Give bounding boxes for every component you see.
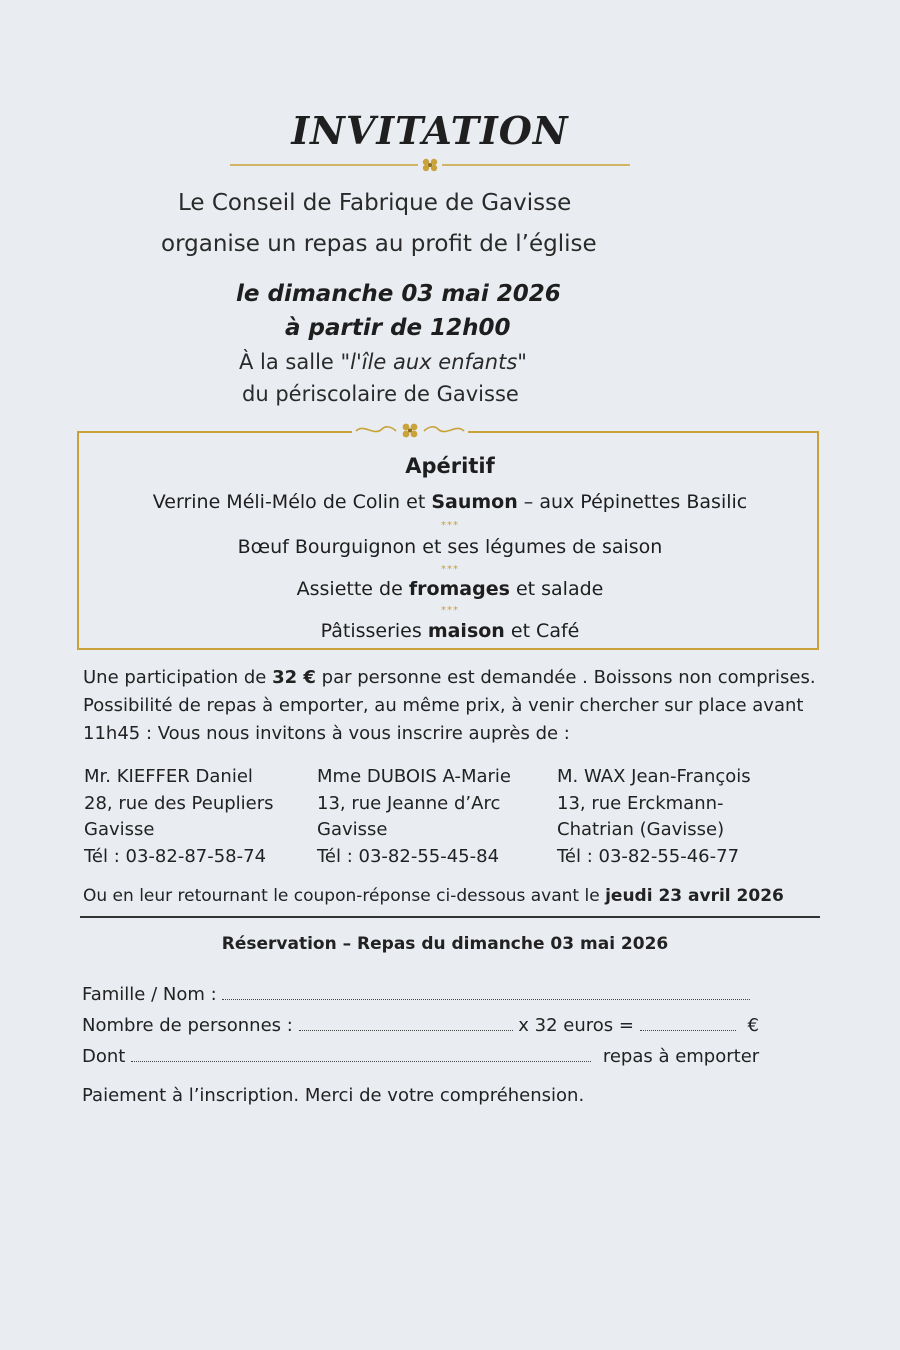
contact-phone: Tél : 03-82-55-45-84 <box>317 845 500 867</box>
clover-ornament-icon <box>423 159 437 171</box>
info-line: 11h45 : Vous nous invitons à vous inscrire auprès de : <box>83 723 570 744</box>
menu-main: Bœuf Bourguignon et ses légumes de saison <box>237 536 663 558</box>
aperitif-title: Apéritif <box>405 454 495 478</box>
starter-text: Verrine Méli-Mélo de Colin et <box>152 491 432 513</box>
info-text: Une participation de <box>83 667 273 688</box>
coupon-return-text: Ou en leur retournant le coupon-réponse ci-dessous avant le <box>83 886 606 906</box>
family-field[interactable] <box>222 983 750 1000</box>
contact-card <box>84 764 274 870</box>
venue-prefix: À la salle <box>239 350 341 374</box>
purpose-line: organise un repas au profit de l’église <box>161 231 597 257</box>
contact-card <box>557 764 751 870</box>
dessert-text: Pâtisseries <box>320 620 428 642</box>
event-time: à partir de 12h00 <box>285 315 511 341</box>
people-count-field[interactable] <box>299 1014 513 1031</box>
contact-city: Gavisse <box>317 819 388 840</box>
contact-name: Mr. KIEFFER Daniel <box>84 766 253 787</box>
scroll-ornament-icon <box>352 419 468 441</box>
menu-separator: *** <box>441 564 459 575</box>
menu-separator: *** <box>441 520 459 531</box>
starter-bold: Saumon <box>431 491 518 513</box>
contact-city: Gavisse <box>84 819 155 840</box>
contact-address: 13, rue Erckmann- <box>557 792 724 814</box>
info-paragraph <box>83 664 823 748</box>
people-label: Nombre de personnes : <box>82 1015 293 1036</box>
menu-cheese <box>0 578 900 600</box>
info-text: par personne est demandée . Boissons non comprises. <box>315 667 816 688</box>
family-row <box>82 983 750 1005</box>
info-line <box>83 664 823 692</box>
event-date: le dimanche 03 mai 2026 <box>236 281 561 307</box>
price: 32 € <box>272 667 316 688</box>
venue-place: du périscolaire de Gavisse <box>242 382 519 406</box>
menu-dessert <box>0 620 900 642</box>
takeaway-row <box>82 1045 759 1067</box>
cheese-bold: fromages <box>408 578 510 600</box>
contact-city: Chatrian (Gavisse) <box>557 819 725 840</box>
info-line: Possibilité de repas à emporter, au même prix, à venir chercher sur place avant <box>83 695 804 716</box>
contact-phone: Tél : 03-82-87-58-74 <box>84 845 267 867</box>
contact-name: M. WAX Jean-François <box>557 766 751 787</box>
venue-name: "l'île aux enfants" <box>340 350 527 374</box>
contact-address: 28, rue des Peupliers <box>84 792 274 814</box>
coupon-return-line <box>83 886 784 906</box>
people-row <box>82 1014 759 1036</box>
currency-symbol: € <box>747 1015 759 1036</box>
page-title: INVITATION <box>291 108 569 153</box>
deadline-date: jeudi 23 avril 2026 <box>605 886 784 906</box>
contact-card <box>317 764 511 870</box>
reservation-title: Réservation – Repas du dimanche 03 mai 2026 <box>221 934 669 954</box>
contact-name: Mme DUBOIS A-Marie <box>317 766 512 787</box>
title-divider <box>230 157 630 173</box>
organizer-line: Le Conseil de Fabrique de Gavisse <box>178 190 572 216</box>
menu-separator: *** <box>441 605 459 616</box>
venue-line <box>239 350 527 374</box>
dessert-text-end: et Café <box>504 620 580 642</box>
cheese-text-end: et salade <box>509 578 604 600</box>
cheese-text: Assiette de <box>296 578 409 600</box>
menu-starter <box>0 491 900 513</box>
family-label: Famille / Nom : <box>82 984 217 1005</box>
takeaway-label: repas à emporter <box>602 1046 760 1067</box>
takeaway-count-field[interactable] <box>131 1045 591 1062</box>
times-price: x 32 euros = <box>518 1015 634 1036</box>
dessert-bold: maison <box>427 620 505 642</box>
payment-note: Paiement à l’inscription. Merci de votre compréhension. <box>82 1085 585 1106</box>
total-field[interactable] <box>640 1014 736 1031</box>
contact-phone: Tél : 03-82-55-46-77 <box>557 845 740 867</box>
contact-address: 13, rue Jeanne d’Arc <box>317 792 501 814</box>
dont-label: Dont <box>82 1046 126 1067</box>
starter-text-end: – aux Pépinettes Basilic <box>517 491 748 513</box>
cut-line <box>80 916 820 918</box>
